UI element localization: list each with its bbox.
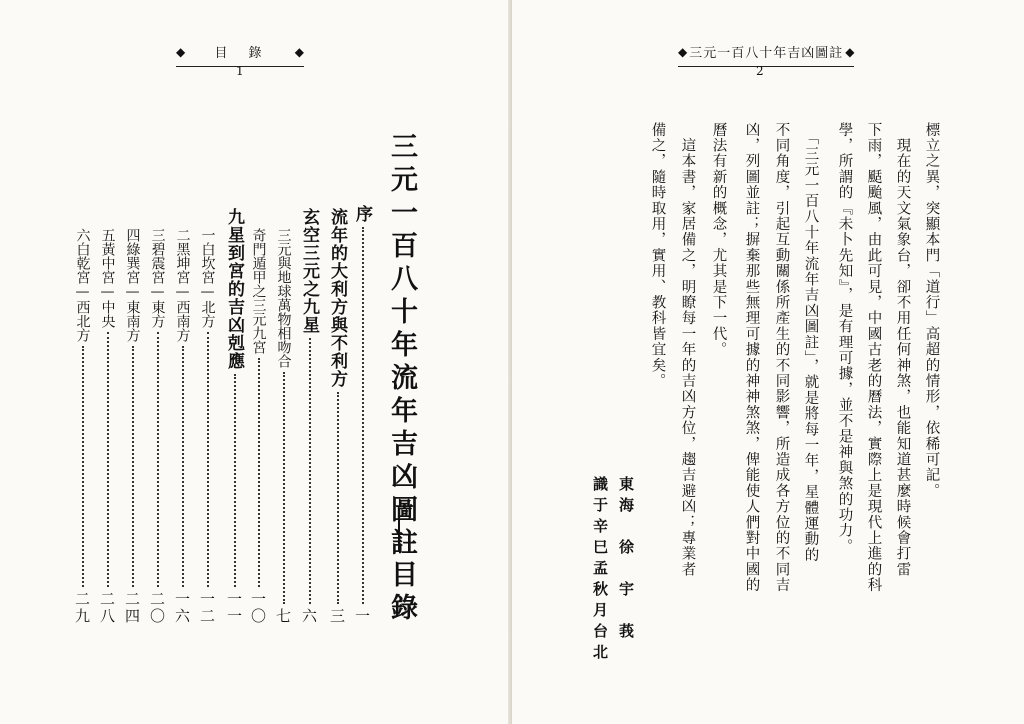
toc-item[interactable] bbox=[350, 205, 375, 625]
toc-item-label: 九星到宮的吉凶剋應 bbox=[224, 208, 244, 370]
toc-heading: 目錄 bbox=[386, 560, 417, 626]
text-column: 學，所謂的『未卜先知』，是有理可據，並不是神與煞的功力。 bbox=[836, 122, 853, 555]
toc-item[interactable] bbox=[325, 208, 350, 625]
text-column: 這本書，家居備之，明瞭每一年的吉凶方位，趨吉避凶；專業者 bbox=[679, 122, 696, 578]
toc-item-label: 一白坎宮—北方 bbox=[199, 228, 216, 328]
toc-item-label: 三元與地球萬物相吻合 bbox=[275, 228, 292, 368]
toc-item-label: 六白乾宮—西北方 bbox=[74, 228, 91, 342]
toc-item-page: 一 bbox=[353, 608, 371, 625]
toc-leader-dots bbox=[207, 332, 209, 587]
toc-item-page: 七 bbox=[274, 608, 292, 625]
toc-leader-dots bbox=[157, 332, 159, 587]
toc-item-page: 二四 bbox=[123, 591, 141, 625]
toc-item[interactable] bbox=[248, 228, 269, 625]
toc-leader-dots bbox=[82, 346, 84, 587]
toc-item-label: 序 bbox=[352, 205, 372, 223]
toc-item[interactable] bbox=[197, 228, 218, 625]
toc-item[interactable] bbox=[172, 228, 193, 625]
author-signature: 東海 徐 宇 莪 bbox=[617, 476, 635, 644]
toc-item-page: 六 bbox=[300, 608, 318, 625]
toc-item[interactable] bbox=[122, 228, 143, 625]
toc-item[interactable] bbox=[72, 228, 93, 625]
text-column: 不同角度，引起互動關係所產生的不同影響，所造成各方位的不同吉 bbox=[773, 122, 790, 593]
toc-item-page: 一〇 bbox=[249, 591, 267, 625]
toc-item-label: 奇門遁甲之三元九宮 bbox=[250, 228, 267, 354]
toc-item-page: 二〇 bbox=[148, 591, 166, 625]
toc-item-label: 五黃中宮—中央 bbox=[99, 228, 116, 328]
toc-item-page: 一二 bbox=[198, 591, 216, 625]
text-column: 凶，列圖並註；摒棄那些無理可據的神神煞煞，俾能使人們對中國的 bbox=[743, 122, 760, 593]
text-column: 標立之異，突顯本門「道行」高超的情形，依稀可記。 bbox=[923, 122, 940, 499]
author-signature-date: 識于辛巳孟秋月台北 bbox=[591, 476, 609, 665]
text-column: 現在的天文氣象台，卻不用任何神煞，也能知道甚麼時候會打雷 bbox=[894, 122, 911, 578]
toc-item-label: 三碧震宮—東方 bbox=[149, 228, 166, 328]
diamond-icon: ◆ bbox=[678, 44, 688, 59]
diamond-icon: ◆ bbox=[845, 44, 855, 59]
toc-leader-dots bbox=[234, 374, 236, 587]
header-rule bbox=[678, 66, 854, 67]
toc-leader-dots bbox=[132, 346, 134, 587]
toc-item-page: 二八 bbox=[98, 591, 116, 625]
toc-item[interactable] bbox=[222, 208, 247, 625]
toc-item[interactable] bbox=[297, 208, 322, 625]
toc-item[interactable] bbox=[147, 228, 168, 625]
toc-leader-dots bbox=[309, 338, 311, 604]
toc-item-page: 一六 bbox=[173, 591, 191, 625]
left-page-number: 1 bbox=[236, 64, 244, 78]
toc-item-label: 四綠巽宮—東南方 bbox=[124, 228, 141, 342]
right-page-header bbox=[678, 42, 854, 61]
toc-item[interactable] bbox=[97, 228, 118, 625]
toc-item-label: 玄空三元之九星 bbox=[299, 208, 319, 334]
text-column: 下雨，颳颱風，由此可見，中國古老的曆法，實際上是現代上進的科 bbox=[865, 122, 882, 593]
toc-item-label: 流年的大利方與不利方 bbox=[327, 208, 347, 388]
diamond-icon: ◆ bbox=[294, 44, 304, 59]
title-dash bbox=[398, 510, 400, 552]
right-header-title: 三元一百八十年吉凶圖註 bbox=[689, 46, 844, 61]
text-column: 「三元一百八十年流年吉凶圖註」，就是將每一年，星體運動的 bbox=[802, 122, 819, 563]
toc-item-page: 三 bbox=[328, 608, 346, 625]
toc-leader-dots bbox=[182, 346, 184, 587]
toc-item[interactable] bbox=[273, 228, 294, 625]
right-page-number: 2 bbox=[756, 64, 764, 78]
toc-item-label: 二黑坤宮—西南方 bbox=[174, 228, 191, 342]
toc-leader-dots bbox=[107, 332, 109, 587]
diamond-icon: ◆ bbox=[176, 44, 186, 59]
book-title: 三元一百八十年流年吉凶圖註 bbox=[386, 132, 417, 561]
toc-leader-dots bbox=[337, 392, 339, 604]
toc-leader-dots bbox=[258, 358, 260, 587]
left-header-title: 目 錄 bbox=[214, 46, 266, 61]
toc-leader-dots bbox=[362, 227, 364, 604]
toc-item-page: 二九 bbox=[73, 591, 91, 625]
right-page bbox=[512, 0, 1024, 724]
toc-leader-dots bbox=[283, 372, 285, 604]
text-column: 備之，隨時取用，實用、教科皆宜矣。 bbox=[649, 122, 666, 389]
toc-item-page: 一一 bbox=[225, 591, 243, 625]
text-column: 曆法有新的概念，尤其是下一代。 bbox=[710, 122, 727, 358]
left-page-header bbox=[176, 42, 304, 61]
